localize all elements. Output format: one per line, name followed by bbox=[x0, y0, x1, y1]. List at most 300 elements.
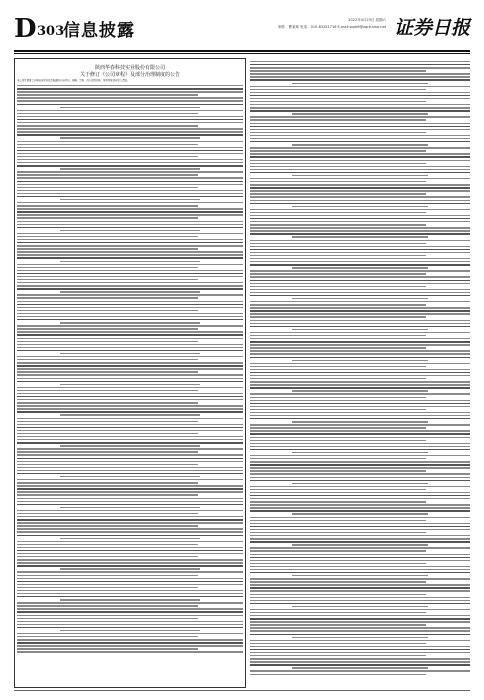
text-line bbox=[17, 387, 243, 388]
text-line bbox=[17, 381, 243, 382]
text-line bbox=[250, 492, 470, 493]
text-line bbox=[17, 575, 198, 576]
text-line bbox=[17, 125, 198, 126]
announcement-right-column bbox=[250, 58, 470, 688]
text-line bbox=[17, 442, 243, 443]
text-line bbox=[60, 137, 200, 138]
text-line bbox=[17, 618, 198, 619]
text-line bbox=[250, 326, 470, 327]
text-line bbox=[292, 452, 428, 453]
text-line bbox=[17, 510, 243, 511]
text-line bbox=[17, 301, 243, 302]
text-line bbox=[17, 165, 243, 166]
text-line bbox=[17, 531, 243, 532]
text-line bbox=[17, 408, 243, 409]
text-line bbox=[17, 451, 198, 452]
text-line bbox=[17, 221, 243, 222]
text-line bbox=[250, 640, 470, 641]
text-line bbox=[250, 89, 426, 90]
text-line bbox=[250, 276, 470, 277]
text-line bbox=[17, 393, 243, 394]
text-line bbox=[17, 430, 243, 431]
text-line bbox=[250, 240, 470, 241]
text-line bbox=[17, 587, 198, 588]
text-line bbox=[17, 193, 243, 194]
text-line bbox=[60, 599, 200, 600]
text-line bbox=[250, 286, 426, 287]
text-line bbox=[17, 448, 243, 449]
text-line bbox=[17, 461, 243, 462]
text-line bbox=[292, 360, 428, 361]
text-line bbox=[17, 162, 243, 163]
text-line bbox=[250, 427, 426, 428]
text-line bbox=[60, 168, 200, 169]
text-line bbox=[17, 248, 198, 249]
text-line bbox=[17, 267, 198, 268]
text-line bbox=[17, 341, 198, 342]
text-line bbox=[250, 153, 470, 154]
text-line bbox=[17, 581, 243, 582]
text-line bbox=[250, 473, 470, 474]
text-line bbox=[17, 147, 243, 148]
text-line bbox=[292, 206, 428, 207]
text-line bbox=[250, 609, 470, 610]
text-line bbox=[17, 559, 243, 560]
text-line bbox=[17, 553, 243, 554]
date-line: 2022年4月23日 星期六 bbox=[348, 18, 386, 22]
text-line bbox=[250, 252, 470, 253]
text-line bbox=[250, 101, 426, 102]
text-line bbox=[17, 297, 198, 298]
text-line bbox=[17, 171, 243, 172]
text-line bbox=[17, 208, 243, 209]
text-line bbox=[250, 517, 470, 518]
text-line bbox=[17, 648, 198, 649]
text-line bbox=[17, 584, 243, 585]
text-line bbox=[250, 335, 426, 336]
text-line bbox=[250, 196, 470, 197]
text-line bbox=[17, 177, 243, 178]
text-line bbox=[250, 535, 470, 536]
text-line bbox=[17, 374, 243, 375]
text-line bbox=[17, 621, 243, 622]
text-line bbox=[17, 636, 198, 637]
text-line bbox=[17, 611, 243, 612]
text-line bbox=[250, 455, 470, 456]
text-line bbox=[60, 353, 200, 354]
text-line bbox=[250, 147, 470, 148]
text-line bbox=[250, 357, 470, 358]
text-line bbox=[250, 557, 470, 558]
text-line bbox=[17, 368, 243, 369]
text-line bbox=[250, 353, 470, 354]
text-line bbox=[17, 110, 243, 111]
masthead-rule-thin bbox=[14, 53, 470, 54]
text-line bbox=[292, 390, 428, 391]
text-line bbox=[250, 166, 470, 167]
text-line bbox=[292, 513, 428, 514]
text-line bbox=[250, 458, 426, 459]
text-line bbox=[250, 415, 470, 416]
text-line bbox=[250, 563, 426, 564]
text-line bbox=[250, 132, 426, 133]
text-line bbox=[292, 144, 428, 145]
text-line bbox=[17, 310, 198, 311]
text-line bbox=[250, 98, 470, 99]
text-line bbox=[250, 280, 470, 281]
text-line bbox=[17, 639, 243, 640]
text-line bbox=[17, 153, 243, 154]
announcement-left-column bbox=[14, 58, 246, 688]
text-line bbox=[250, 316, 426, 317]
text-line bbox=[60, 568, 200, 569]
text-line bbox=[250, 123, 470, 124]
text-line bbox=[250, 221, 470, 222]
text-line bbox=[250, 79, 470, 80]
text-line bbox=[60, 384, 200, 385]
text-line bbox=[17, 433, 198, 434]
text-line bbox=[250, 554, 470, 555]
text-line bbox=[17, 100, 243, 101]
text-line bbox=[17, 257, 243, 258]
text-line bbox=[250, 381, 470, 382]
text-line bbox=[292, 236, 428, 237]
text-line bbox=[250, 200, 470, 201]
text-line bbox=[17, 150, 243, 151]
text-line bbox=[17, 134, 243, 135]
text-line bbox=[17, 328, 198, 329]
text-line bbox=[250, 464, 470, 465]
text-line bbox=[250, 560, 470, 561]
text-line bbox=[250, 270, 470, 271]
text-line bbox=[17, 254, 243, 255]
text-line bbox=[250, 550, 426, 551]
text-line bbox=[60, 445, 200, 446]
text-line bbox=[17, 498, 243, 499]
text-line bbox=[17, 344, 243, 345]
text-line bbox=[17, 424, 243, 425]
text-line bbox=[250, 634, 470, 635]
text-line bbox=[250, 624, 426, 625]
text-line bbox=[250, 141, 470, 142]
text-line bbox=[17, 615, 243, 616]
text-line bbox=[250, 406, 470, 407]
text-line bbox=[17, 331, 243, 332]
text-line bbox=[17, 541, 243, 542]
text-line bbox=[250, 523, 470, 524]
company-name: 陕西华春科技实业股份有限公司 bbox=[94, 65, 165, 71]
text-line bbox=[250, 369, 470, 370]
text-line bbox=[250, 61, 470, 62]
text-line bbox=[250, 510, 470, 511]
text-line bbox=[17, 273, 243, 274]
text-line bbox=[17, 396, 243, 397]
text-line bbox=[17, 356, 243, 357]
text-line bbox=[250, 366, 426, 367]
text-line bbox=[17, 128, 243, 129]
text-line bbox=[17, 104, 243, 105]
text-line bbox=[250, 646, 470, 647]
text-line bbox=[17, 205, 198, 206]
text-line bbox=[250, 418, 470, 419]
text-line bbox=[250, 304, 426, 305]
text-line bbox=[250, 437, 470, 438]
text-line bbox=[17, 651, 243, 652]
text-line bbox=[250, 209, 470, 210]
brand-logo: 证券日报 bbox=[393, 17, 470, 39]
text-line bbox=[17, 233, 243, 234]
text-line bbox=[17, 402, 198, 403]
text-line bbox=[17, 91, 243, 92]
text-line bbox=[17, 319, 243, 320]
text-line bbox=[17, 556, 198, 557]
text-line bbox=[17, 214, 243, 215]
text-line bbox=[250, 440, 426, 441]
text-line bbox=[250, 323, 470, 324]
text-line bbox=[17, 211, 243, 212]
text-line bbox=[250, 181, 426, 182]
text-line bbox=[17, 181, 243, 182]
text-line bbox=[17, 411, 243, 412]
text-line bbox=[17, 174, 198, 175]
text-line bbox=[250, 107, 470, 108]
text-line bbox=[250, 73, 470, 74]
text-line bbox=[250, 95, 470, 96]
text-line bbox=[250, 160, 470, 161]
text-line bbox=[17, 294, 243, 295]
text-line bbox=[250, 501, 426, 502]
text-line bbox=[60, 538, 200, 539]
text-line bbox=[250, 163, 426, 164]
text-line bbox=[250, 347, 426, 348]
text-line bbox=[17, 362, 243, 363]
text-line bbox=[250, 212, 426, 213]
text-line bbox=[250, 76, 470, 77]
text-line bbox=[250, 584, 470, 585]
text-line bbox=[250, 643, 426, 644]
text-line bbox=[17, 405, 243, 406]
text-line bbox=[17, 494, 198, 495]
text-line bbox=[250, 193, 426, 194]
text-line bbox=[17, 602, 243, 603]
text-line bbox=[250, 119, 426, 120]
text-line bbox=[17, 196, 243, 197]
text-line bbox=[250, 92, 470, 93]
text-line bbox=[17, 458, 243, 459]
text-line bbox=[250, 338, 470, 339]
text-line bbox=[17, 359, 198, 360]
text-line bbox=[250, 498, 470, 499]
text-line bbox=[17, 525, 198, 526]
text-line bbox=[17, 144, 198, 145]
text-line bbox=[250, 67, 470, 68]
text-line bbox=[17, 522, 243, 523]
announcement-title: 关于修订《公司章程》及部分治理制度的公告 bbox=[79, 72, 180, 78]
text-line bbox=[17, 85, 243, 86]
text-line bbox=[250, 674, 426, 675]
text-line bbox=[292, 667, 428, 668]
text-line bbox=[250, 569, 470, 570]
masthead bbox=[14, 14, 470, 48]
text-line bbox=[60, 230, 200, 231]
text-line bbox=[250, 227, 470, 228]
text-line bbox=[17, 242, 243, 243]
text-line bbox=[250, 138, 470, 139]
text-line bbox=[17, 482, 198, 483]
text-line bbox=[250, 529, 470, 530]
text-line bbox=[250, 412, 470, 413]
text-line bbox=[17, 239, 243, 240]
text-line bbox=[17, 479, 243, 480]
text-line bbox=[250, 670, 470, 671]
text-line bbox=[250, 443, 470, 444]
text-line bbox=[250, 156, 470, 157]
text-line bbox=[250, 397, 426, 398]
text-line bbox=[17, 113, 198, 114]
text-line bbox=[250, 264, 470, 265]
masthead-rule bbox=[14, 50, 470, 52]
text-line bbox=[250, 341, 470, 342]
text-line bbox=[17, 473, 243, 474]
text-line bbox=[250, 292, 470, 293]
text-line bbox=[250, 532, 426, 533]
text-line bbox=[17, 427, 243, 428]
text-line bbox=[17, 504, 243, 505]
text-line bbox=[250, 172, 470, 173]
text-line bbox=[250, 393, 470, 394]
text-line bbox=[17, 97, 243, 98]
text-line bbox=[250, 310, 470, 311]
text-line bbox=[17, 596, 243, 597]
text-line bbox=[17, 470, 243, 471]
text-line bbox=[17, 390, 198, 391]
text-line bbox=[250, 178, 470, 179]
text-line bbox=[250, 116, 470, 117]
text-line bbox=[17, 316, 243, 317]
page-bottom-rule bbox=[14, 690, 470, 691]
text-line bbox=[250, 409, 426, 410]
text-line bbox=[17, 418, 243, 419]
text-line bbox=[17, 184, 243, 185]
text-line bbox=[292, 83, 428, 84]
text-line bbox=[250, 449, 470, 450]
text-line bbox=[17, 454, 243, 455]
text-line bbox=[292, 175, 428, 176]
text-line bbox=[250, 301, 470, 302]
text-line bbox=[250, 621, 470, 622]
text-line bbox=[17, 365, 243, 366]
text-line bbox=[17, 421, 198, 422]
text-line bbox=[17, 562, 243, 563]
text-line bbox=[250, 129, 470, 130]
text-line bbox=[250, 224, 426, 225]
text-line bbox=[60, 199, 200, 200]
text-line bbox=[250, 86, 470, 87]
text-line bbox=[250, 363, 470, 364]
text-line bbox=[17, 307, 243, 308]
text-line bbox=[250, 470, 426, 471]
text-line bbox=[250, 600, 470, 601]
text-line bbox=[292, 298, 428, 299]
text-line bbox=[250, 547, 470, 548]
text-line bbox=[17, 488, 243, 489]
text-line bbox=[60, 261, 200, 262]
text-line bbox=[17, 288, 243, 289]
text-line bbox=[17, 202, 243, 203]
text-line bbox=[250, 387, 470, 388]
text-line bbox=[292, 637, 428, 638]
text-line bbox=[292, 113, 428, 114]
text-line bbox=[60, 414, 200, 415]
text-line bbox=[250, 652, 470, 653]
text-line bbox=[250, 289, 470, 290]
text-line bbox=[17, 485, 243, 486]
text-line bbox=[60, 322, 200, 323]
text-line bbox=[250, 261, 470, 262]
text-line bbox=[250, 433, 470, 434]
text-line bbox=[250, 658, 470, 659]
text-line bbox=[60, 507, 200, 508]
text-line bbox=[17, 633, 243, 634]
text-line bbox=[250, 461, 470, 462]
text-line bbox=[250, 110, 470, 111]
text-line bbox=[250, 230, 470, 231]
right-text-block bbox=[250, 61, 470, 675]
text-line bbox=[250, 578, 470, 579]
text-line bbox=[17, 325, 243, 326]
text-line bbox=[250, 495, 470, 496]
text-line bbox=[250, 258, 470, 259]
text-line bbox=[250, 104, 470, 105]
text-line bbox=[250, 655, 426, 656]
text-line bbox=[17, 590, 243, 591]
text-line bbox=[250, 603, 470, 604]
text-line bbox=[17, 608, 243, 609]
text-line bbox=[250, 313, 470, 314]
page-number: 303 bbox=[37, 24, 65, 39]
text-line bbox=[250, 273, 426, 274]
text-line bbox=[250, 295, 470, 296]
text-line bbox=[250, 597, 470, 598]
text-line bbox=[17, 350, 243, 351]
text-line bbox=[17, 159, 243, 160]
text-line bbox=[250, 424, 470, 425]
text-line bbox=[292, 575, 428, 576]
text-line bbox=[292, 544, 428, 545]
text-line bbox=[250, 581, 426, 582]
text-line bbox=[292, 421, 428, 422]
text-line bbox=[17, 378, 243, 379]
text-line bbox=[250, 430, 470, 431]
text-line bbox=[17, 187, 198, 188]
text-line bbox=[250, 283, 470, 284]
text-line bbox=[250, 203, 470, 204]
text-line bbox=[250, 320, 470, 321]
text-line bbox=[17, 251, 243, 252]
text-line bbox=[250, 630, 470, 631]
text-line bbox=[250, 344, 470, 345]
text-line bbox=[250, 70, 426, 71]
text-line bbox=[17, 624, 243, 625]
text-line bbox=[250, 255, 426, 256]
text-line bbox=[250, 612, 426, 613]
text-line bbox=[17, 245, 243, 246]
text-line bbox=[17, 467, 243, 468]
text-line bbox=[250, 307, 470, 308]
text-line bbox=[250, 618, 470, 619]
announcement-header bbox=[17, 65, 243, 79]
text-line bbox=[17, 399, 243, 400]
